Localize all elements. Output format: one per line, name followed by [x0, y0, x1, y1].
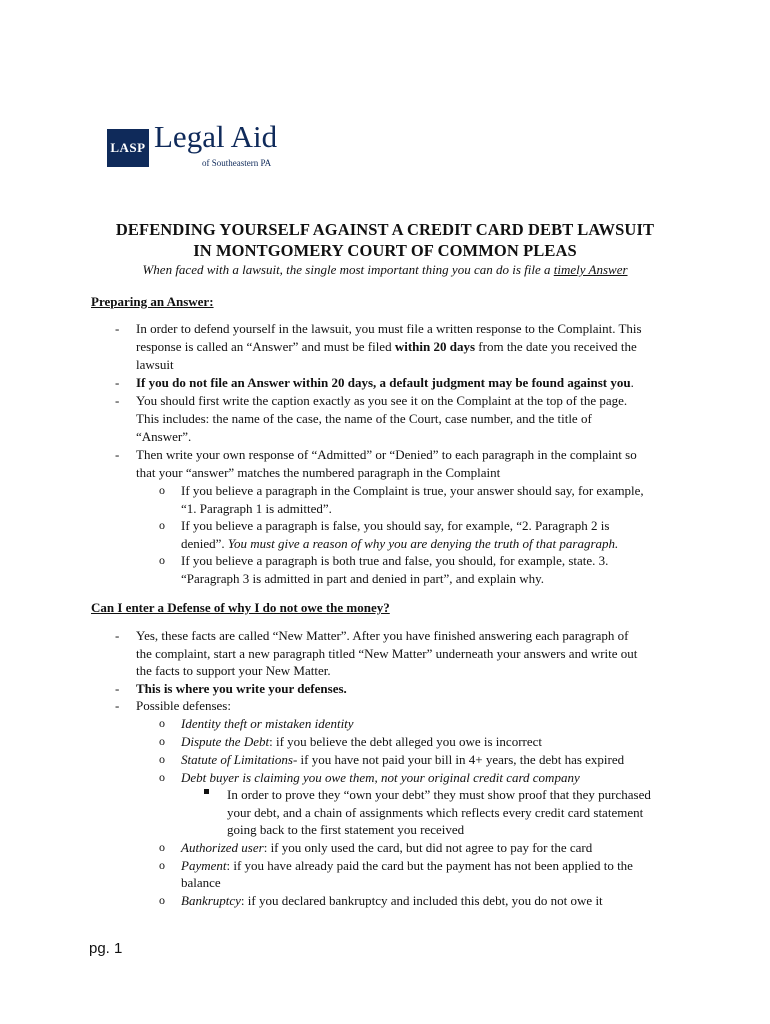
text-line: If you believe a paragraph is false, you should say, for example, “2. Paragraph 2 is: [181, 518, 610, 533]
logo-tagline: of Southeastern PA: [202, 158, 272, 168]
text-line: Yes, these facts are called “New Matter”. After you have finished answering each paragraph of: [136, 628, 629, 643]
bullet-dash: -: [115, 698, 120, 713]
logo-name: Legal Aid: [154, 119, 278, 154]
bullet-square: [204, 789, 209, 794]
text-line: Possible defenses:: [136, 698, 231, 713]
legal-aid-logo: [107, 119, 304, 171]
bullet-circle: o: [159, 752, 165, 766]
text-line: This includes: the name of the case, the name of the Court, case number, and the title of: [136, 411, 592, 426]
bullet-circle: o: [159, 770, 165, 784]
document-title-line-2: IN MONTGOMERY COURT OF COMMON PLEAS: [193, 241, 577, 260]
text-line: “Paragraph 3 is admitted in part and denied in part”, and explain why.: [181, 571, 545, 586]
text-line: You should first write the caption exactly as you see it on the Complaint at the top of the page.: [136, 393, 628, 408]
text-line: lawsuit: [136, 357, 174, 372]
text-line: If you believe a paragraph in the Complaint is true, your answer should say, for example,: [181, 483, 644, 498]
page-number: pg. 1: [89, 940, 123, 957]
text-line: going back to the first statement you received: [227, 822, 465, 837]
bullet-dash: -: [115, 681, 120, 696]
defense-item: Payment: if you have already paid the card but the payment has not been applied to the: [181, 858, 633, 873]
defense-item: Bankruptcy: if you declared bankruptcy and included this debt, you do not owe it: [181, 893, 603, 908]
bullet-circle: o: [159, 858, 165, 872]
lasp-logo-box: LASP: [107, 129, 149, 167]
bullet-circle: o: [159, 518, 165, 532]
text-line: denied”. You must give a reason of why you are denying the truth of that paragraph.: [181, 536, 619, 551]
defense-item: Debt buyer is claiming you owe them, not your original credit card company: [181, 770, 580, 785]
bullet-circle: o: [159, 840, 165, 854]
section-heading-preparing-answer: Preparing an Answer:: [91, 294, 214, 309]
bullet-circle: o: [159, 893, 165, 907]
bullet-circle: o: [159, 716, 165, 730]
text-line: the complaint, start a new paragraph titled “New Matter” underneath your answers and write out: [136, 646, 638, 661]
text-line: Then write your own response of “Admitted” or “Denied” to each paragraph in the complaint so: [136, 447, 637, 462]
text-line: balance: [181, 875, 221, 890]
bullet-dash: -: [115, 375, 120, 390]
defense-item: Identity theft or mistaken identity: [181, 716, 354, 731]
text-line: “Answer”.: [136, 429, 192, 444]
text-line: that your “answer” matches the numbered paragraph in the Complaint: [136, 465, 501, 480]
text-line: In order to prove they “own your debt” they must show proof that they purchased: [227, 787, 651, 802]
defense-item: Authorized user: if you only used the card, but did not agree to pay for the card: [181, 840, 593, 855]
text-line: “1. Paragraph 1 is admitted”.: [181, 501, 332, 516]
text-line: response is called an “Answer” and must be filed within 20 days from the date you received the: [136, 339, 637, 354]
bullet-dash: -: [115, 628, 120, 643]
bullet-dash: -: [115, 393, 120, 408]
section-heading-defense: Can I enter a Defense of why I do not owe the money?: [91, 600, 390, 615]
bullet-circle: o: [159, 734, 165, 748]
text-line: In order to defend yourself in the lawsuit, you must file a written response to the Complaint. This: [136, 321, 642, 336]
bullet-dash: -: [115, 321, 120, 336]
text-line: your debt, and a chain of assignments which reflects every credit card statement: [227, 805, 644, 820]
bullet-dash: -: [115, 447, 120, 462]
bullet-circle: o: [159, 483, 165, 497]
bullet-circle: o: [159, 553, 165, 567]
text-line: This is where you write your defenses.: [136, 681, 347, 696]
text-line: If you believe a paragraph is both true and false, you should, for example, state. 3.: [181, 553, 609, 568]
text-line: the facts to support your New Matter.: [136, 663, 331, 678]
defense-item: Statute of Limitations- if you have not paid your bill in 4+ years, the debt has expired: [181, 752, 625, 767]
document-title-line-1: DEFENDING YOURSELF AGAINST A CREDIT CARD DEBT LAWSUIT: [115, 220, 655, 239]
document-subtitle: When faced with a lawsuit, the single most important thing you can do is file a timely Answer: [142, 262, 628, 277]
text-line: If you do not file an Answer within 20 days, a default judgment may be found against you.: [136, 375, 634, 390]
defense-item: Dispute the Debt: if you believe the debt alleged you owe is incorrect: [181, 734, 542, 749]
